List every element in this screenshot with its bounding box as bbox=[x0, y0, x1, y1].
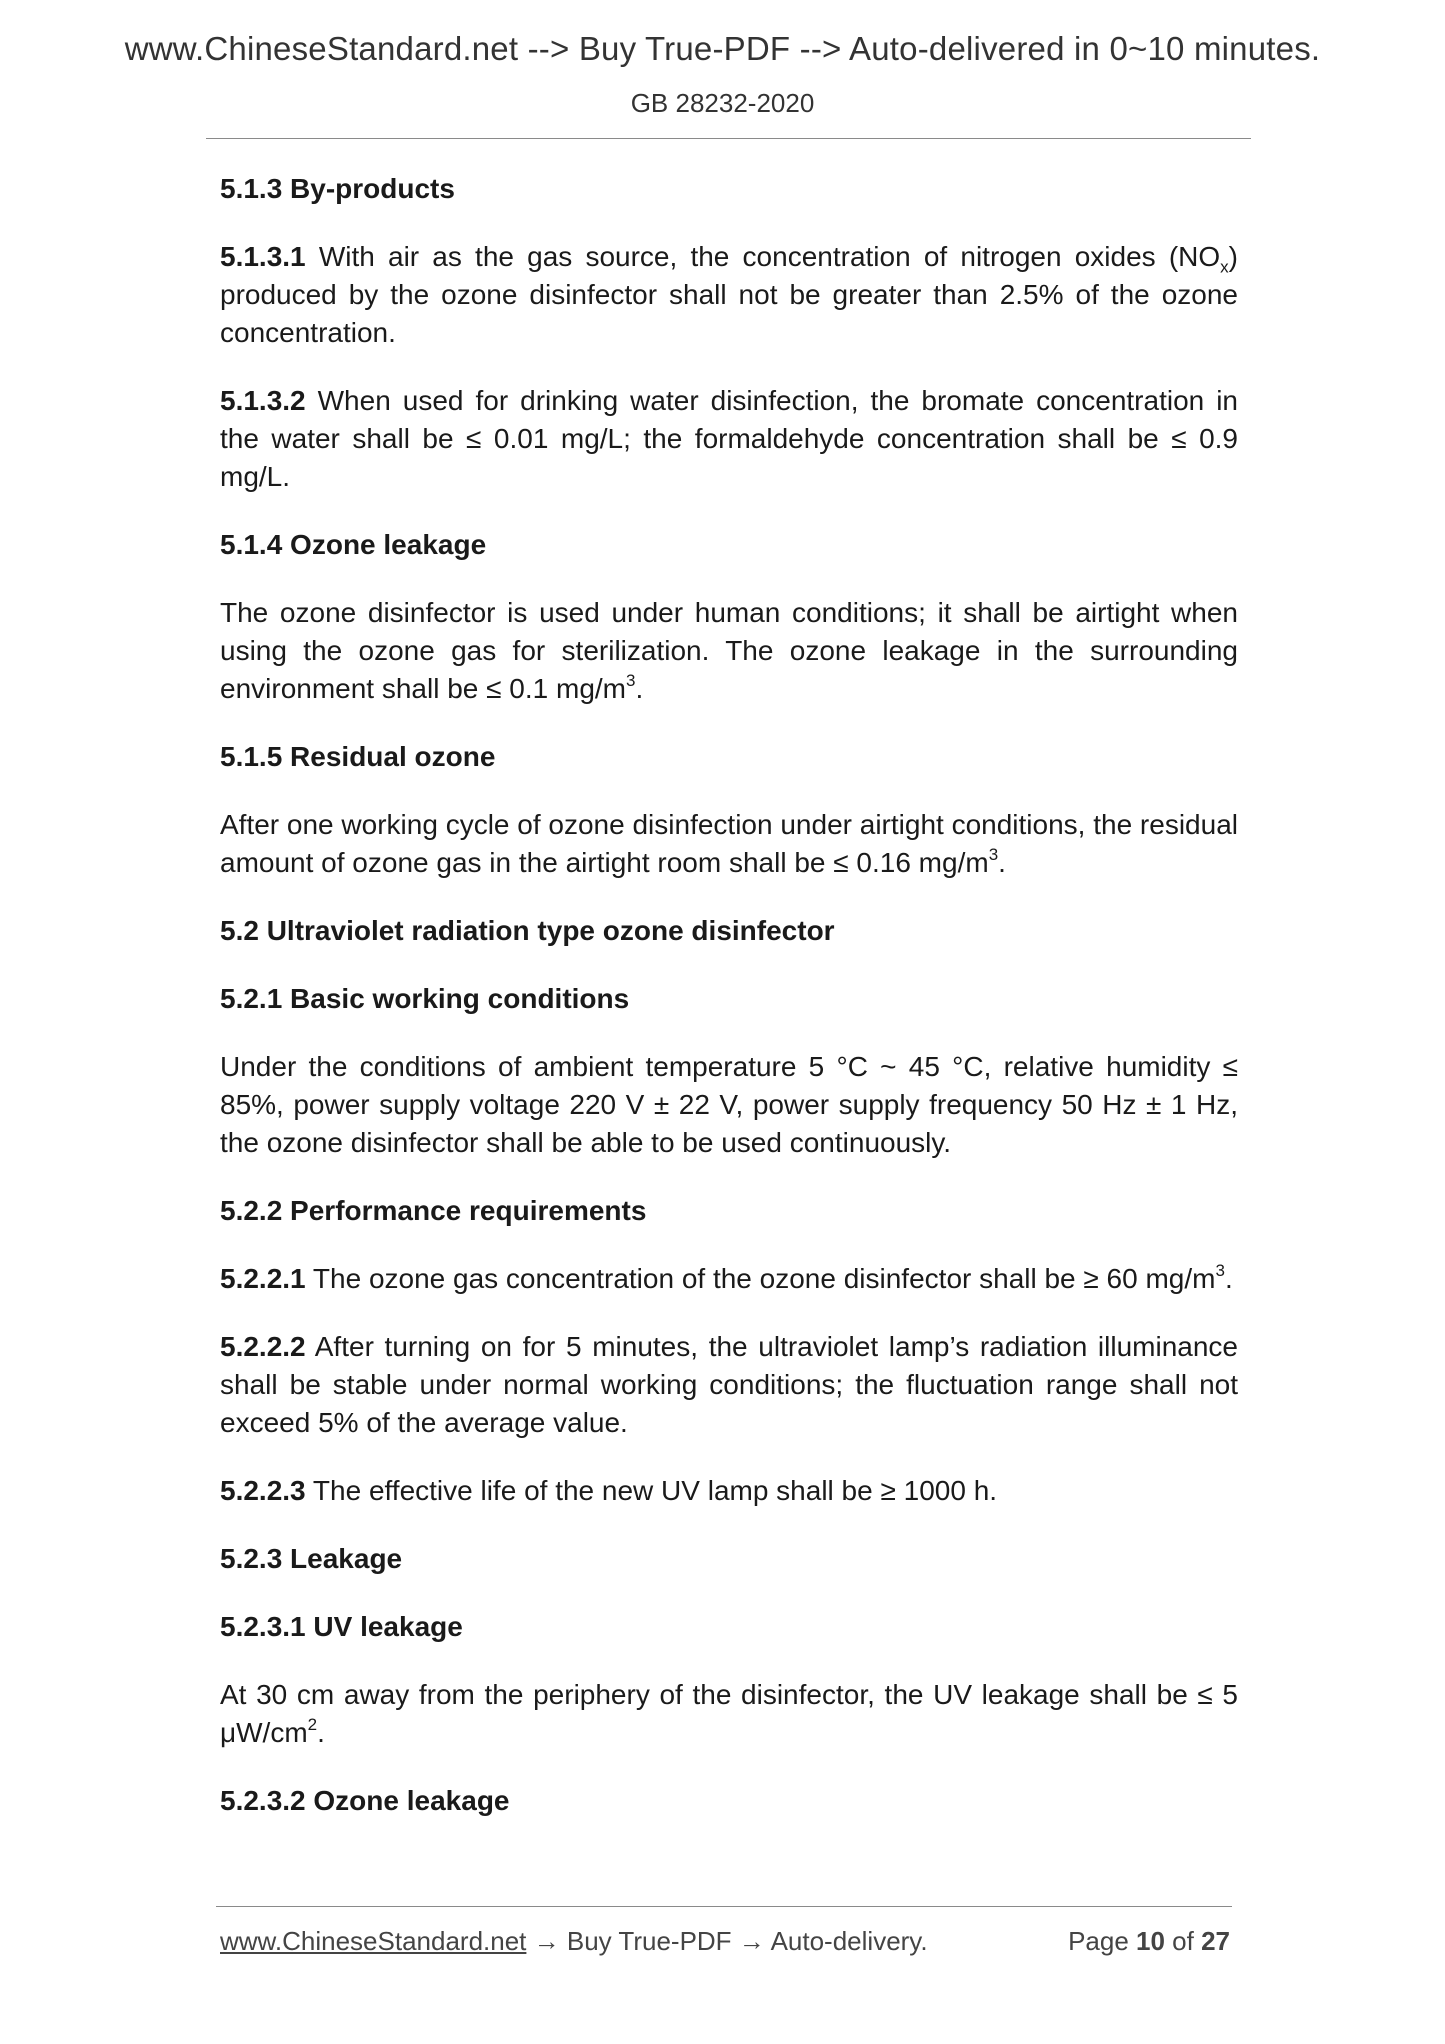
subscript: x bbox=[1220, 257, 1229, 277]
clause-text: ) produced by the ozone disinfector shall not be greater than 2.5% of the ozone concentration. bbox=[220, 241, 1238, 348]
page-indicator bbox=[1068, 1926, 1230, 1957]
heading-5-2-3-2: 5.2.3.2 Ozone leakage bbox=[220, 1785, 510, 1816]
heading-5-1-3: 5.1.3 By-products bbox=[220, 173, 455, 204]
heading-5-2-3-1: 5.2.3.1 UV leakage bbox=[220, 1611, 463, 1642]
page-of: of bbox=[1164, 1926, 1202, 1956]
clause-end: . bbox=[998, 847, 1006, 878]
superscript: 2 bbox=[307, 1714, 318, 1734]
clause-text: After one working cycle of ozone disinfection under airtight conditions, the residual amount of ozone gas in the airtight room shall be ≤ 0.16 mg/m bbox=[220, 809, 1238, 878]
standard-number: GB 28232-2020 bbox=[630, 88, 815, 118]
clause-end: . bbox=[635, 673, 644, 704]
clause-end: . bbox=[317, 1717, 325, 1748]
document-body bbox=[220, 170, 1238, 1850]
clause-number: 5.2.2.2 bbox=[220, 1331, 306, 1362]
clause-5-1-3-1 bbox=[220, 238, 1238, 352]
clause-text: When used for drinking water disinfection, the bromate concentration in the water shall be ≤ 0.01 mg/L; the formaldehyde concentration shall be ≤ 0.9 mg/L. bbox=[220, 385, 1238, 492]
heading-5-2-2: 5.2.2 Performance requirements bbox=[220, 1195, 647, 1226]
top-banner: www.ChineseStandard.net --> Buy True-PDF --> Auto-delivered in 0~10 minutes. bbox=[124, 30, 1321, 67]
heading-5-1-5: 5.1.5 Residual ozone bbox=[220, 741, 496, 772]
superscript: 3 bbox=[626, 670, 636, 690]
clause-text: With air as the gas source, the concentration of nitrogen oxides (NO bbox=[305, 241, 1221, 272]
clause-5-2-1-text: Under the conditions of ambient temperature 5 °C ~ 45 °C, relative humidity ≤ 85%, power supply voltage 220 V ± 22 V, power supply frequency 50 Hz ± 1 Hz, the ozone disinfector shall be able to be used continuously. bbox=[220, 1051, 1238, 1158]
clause-end: . bbox=[1224, 1263, 1233, 1294]
clause-text: After turning on for 5 minutes, the ultraviolet lamp’s radiation illuminance shall be stable under normal working conditions; the fluctuation range shall not exceed 5% of the average value. bbox=[220, 1331, 1238, 1438]
page-total: 27 bbox=[1201, 1926, 1230, 1956]
clause-5-1-4-text bbox=[220, 594, 1238, 708]
clause-number: 5.2.2.3 bbox=[220, 1475, 306, 1506]
heading-5-1-4: 5.1.4 Ozone leakage bbox=[220, 529, 487, 560]
page-label: Page bbox=[1068, 1926, 1137, 1956]
clause-text: The ozone disinfector is used under human conditions; it shall be airtight when using the ozone gas for sterilization. The ozone leakage in the surrounding environment shall be ≤ 0.1 mg/m bbox=[220, 597, 1238, 704]
heading-5-2: 5.2 Ultraviolet radiation type ozone disinfector bbox=[220, 915, 835, 946]
clause-text: The ozone gas concentration of the ozone disinfector shall be ≥ 60 mg/m bbox=[305, 1263, 1216, 1294]
superscript: 3 bbox=[1215, 1260, 1225, 1280]
clause-text: At 30 cm away from the periphery of the disinfector, the UV leakage shall be ≤ 5 μW/cm bbox=[220, 1679, 1238, 1748]
clause-number: 5.1.3.2 bbox=[220, 385, 306, 416]
clause-text: The effective life of the new UV lamp shall be ≥ 1000 h. bbox=[305, 1475, 998, 1506]
footer-site-link[interactable]: www.ChineseStandard.net bbox=[220, 1926, 527, 1956]
footer-promo bbox=[220, 1926, 928, 1957]
footer-promo-text: → Buy True-PDF → Auto-delivery. bbox=[526, 1926, 928, 1956]
clause-5-1-3-2 bbox=[220, 382, 1238, 496]
clause-number: 5.2.2.1 bbox=[220, 1263, 306, 1294]
heading-5-2-1: 5.2.1 Basic working conditions bbox=[220, 983, 630, 1014]
clause-5-2-3-1-text bbox=[220, 1676, 1238, 1752]
clause-5-2-2-1 bbox=[220, 1260, 1238, 1298]
footer-divider bbox=[216, 1906, 1232, 1907]
page-current: 10 bbox=[1136, 1926, 1165, 1956]
superscript: 3 bbox=[988, 844, 999, 864]
clause-5-1-5-text bbox=[220, 806, 1238, 882]
header-divider bbox=[206, 138, 1251, 139]
heading-5-2-3: 5.2.3 Leakage bbox=[220, 1543, 403, 1574]
clause-5-2-2-2 bbox=[220, 1328, 1238, 1442]
clause-number: 5.1.3.1 bbox=[220, 241, 306, 272]
clause-5-2-2-3 bbox=[220, 1472, 1238, 1510]
